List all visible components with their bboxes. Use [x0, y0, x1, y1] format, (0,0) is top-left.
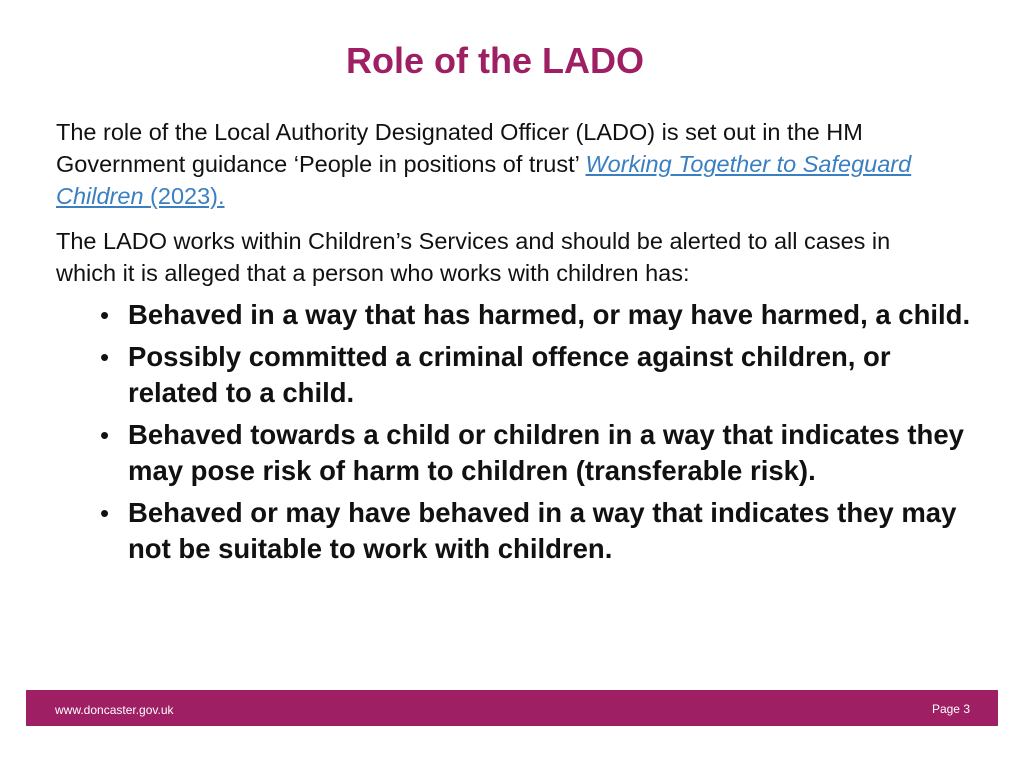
- guidance-link-title: Working Together to Safeguard Children: [56, 151, 912, 209]
- lado-paragraph: The LADO works within Children’s Services and should be alerted to all cases in which it is alleged that a person who works with children has:: [56, 228, 891, 286]
- list-item: [100, 297, 980, 333]
- intro-paragraph: [56, 116, 956, 212]
- list-item-text: Possibly committed a criminal offence against children, or related to a child.: [128, 341, 891, 408]
- footer-url: www.doncaster.gov.uk: [55, 703, 174, 717]
- list-item-text: Behaved in a way that has harmed, or may have harmed, a child.: [128, 299, 971, 330]
- footer-bar: [26, 690, 998, 726]
- guidance-link-year: (2023).: [143, 183, 225, 209]
- list-item: [100, 495, 980, 567]
- list-item-text: Behaved towards a child or children in a way that indicates they may pose risk of harm to children (transferable risk).: [128, 419, 964, 486]
- bullet-icon: •: [100, 342, 110, 372]
- bullet-icon: •: [100, 498, 110, 528]
- list-item: [100, 339, 980, 411]
- allegation-list: [100, 297, 980, 573]
- bullet-icon: •: [100, 300, 110, 330]
- page-number: Page 3: [931, 702, 970, 716]
- bullet-icon: •: [100, 420, 110, 450]
- list-item: [100, 417, 980, 489]
- list-item-text: Behaved or may have behaved in a way that indicates they may not be suitable to work with children.: [128, 497, 957, 564]
- intro-text: The role of the Local Authority Designated Officer (LADO) is set out in the HM Government guidance ‘People in positions of trust’: [56, 119, 863, 177]
- slide-title: Role of the LADO: [346, 40, 644, 81]
